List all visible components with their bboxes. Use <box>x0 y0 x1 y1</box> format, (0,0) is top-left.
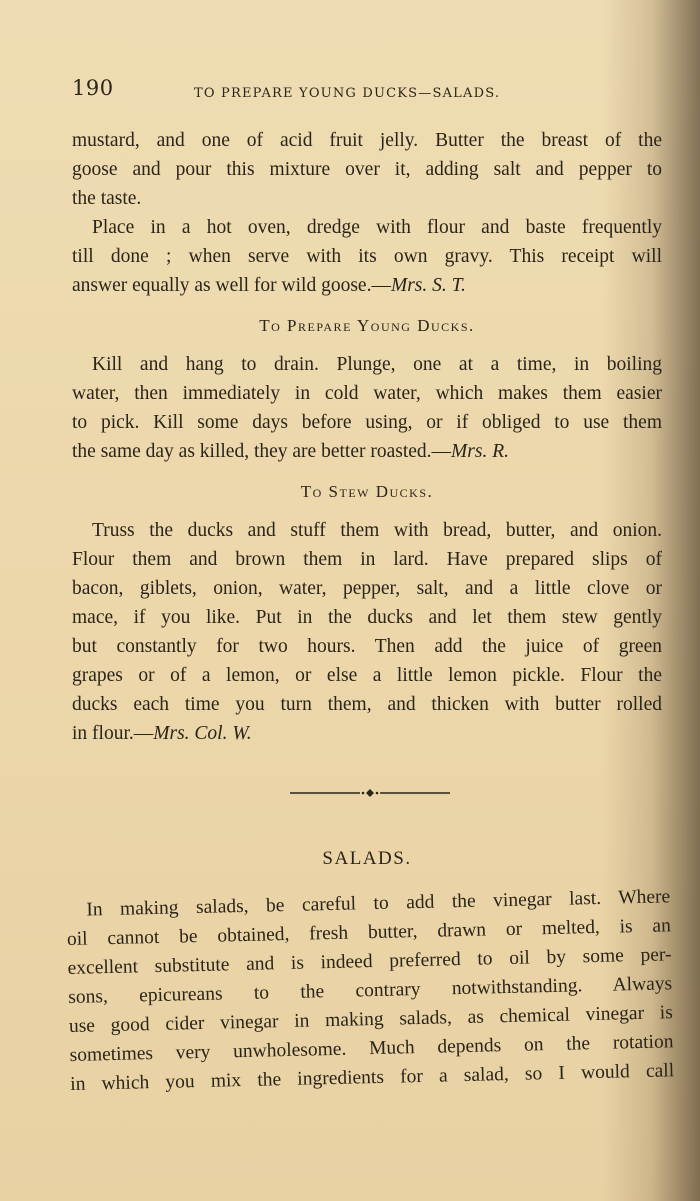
running-head: TO PREPARE YOUNG DUCKS—SALADS. <box>194 86 501 101</box>
text-line <box>72 271 662 300</box>
text-fragment: answer equally as well for wild goose.— <box>72 275 391 296</box>
text-line: ducks each time you turn them, and thicken with butter rolled <box>72 694 662 715</box>
text-line: the taste. <box>72 188 142 209</box>
text-line: use good cider vinegar in making salads, as chemical vinegar is <box>68 1002 674 1037</box>
page-number: 190 <box>72 76 114 100</box>
heading-young-ducks: To Prepare Young Ducks. <box>259 316 475 335</box>
text-line: till done ; when serve with its own gravy. This receipt will <box>72 246 662 267</box>
text-line: mustard, and one of acid fruit jelly. Butter the breast of the <box>72 130 662 151</box>
text-line: goose and pour this mixture over it, adding salt and pepper to <box>72 159 662 180</box>
text-line: mace, if you like. Put in the ducks and let them stew gently <box>72 607 662 628</box>
text-line: water, then immediately in cold water, which makes them easier <box>72 383 662 404</box>
text-line: Kill and hang to drain. Plunge, one at a time, in boiling <box>92 354 662 375</box>
text-line: grapes or of a lemon, or else a little lemon pickle. Flour the <box>72 665 662 686</box>
text-line: excellent substitute and is indeed preferred to oil by some per- <box>67 944 672 979</box>
text-fragment: in flour.— <box>72 723 154 744</box>
stew-ducks-recipe <box>72 516 662 748</box>
page-header <box>72 76 592 106</box>
heading-stew-ducks: To Stew Ducks. <box>300 482 434 501</box>
text-line: In making salads, be careful to add the vinegar last. Where <box>86 886 671 921</box>
section-title-salads: SALADS. <box>322 848 412 869</box>
section-divider-ornament <box>290 789 450 797</box>
text-line: but constantly for two hours. Then add the juice of green <box>72 636 662 657</box>
recipe-signature: Mrs. Col. W. <box>153 723 252 744</box>
text-line: sometimes very unwholesome. Much depends on the rotation <box>69 1031 674 1066</box>
recipe-signature: Mrs. R. <box>451 441 509 462</box>
young-ducks-recipe <box>72 350 662 466</box>
text-line: Truss the ducks and stuff them with bread, butter, and onion. <box>92 520 662 541</box>
text-line <box>72 437 662 466</box>
text-line: oil cannot be obtained, fresh butter, drawn or melted, is an <box>66 915 672 950</box>
salads-intro <box>66 882 674 1099</box>
text-fragment: the same day as killed, they are better roasted.— <box>72 441 452 462</box>
text-line: Place in a hot oven, dredge with flour and baste frequently <box>92 217 662 238</box>
text-line <box>72 719 662 748</box>
text-line: to pick. Kill some days before using, or if obliged to use them <box>72 412 662 433</box>
text-line: Flour them and brown them in lard. Have prepared slips of <box>72 549 662 570</box>
goose-recipe-continuation <box>72 126 662 213</box>
goose-paragraph-2 <box>72 213 662 300</box>
recipe-signature: Mrs. S. T. <box>390 275 466 296</box>
text-line: bacon, giblets, onion, water, pepper, salt, and a little clove or <box>72 578 662 599</box>
recipe-body <box>72 126 662 748</box>
text-line: in which you mix the ingredients for a salad, so I would call <box>70 1060 675 1095</box>
text-line: sons, epicureans to the contrary notwithstanding. Always <box>68 973 673 1008</box>
